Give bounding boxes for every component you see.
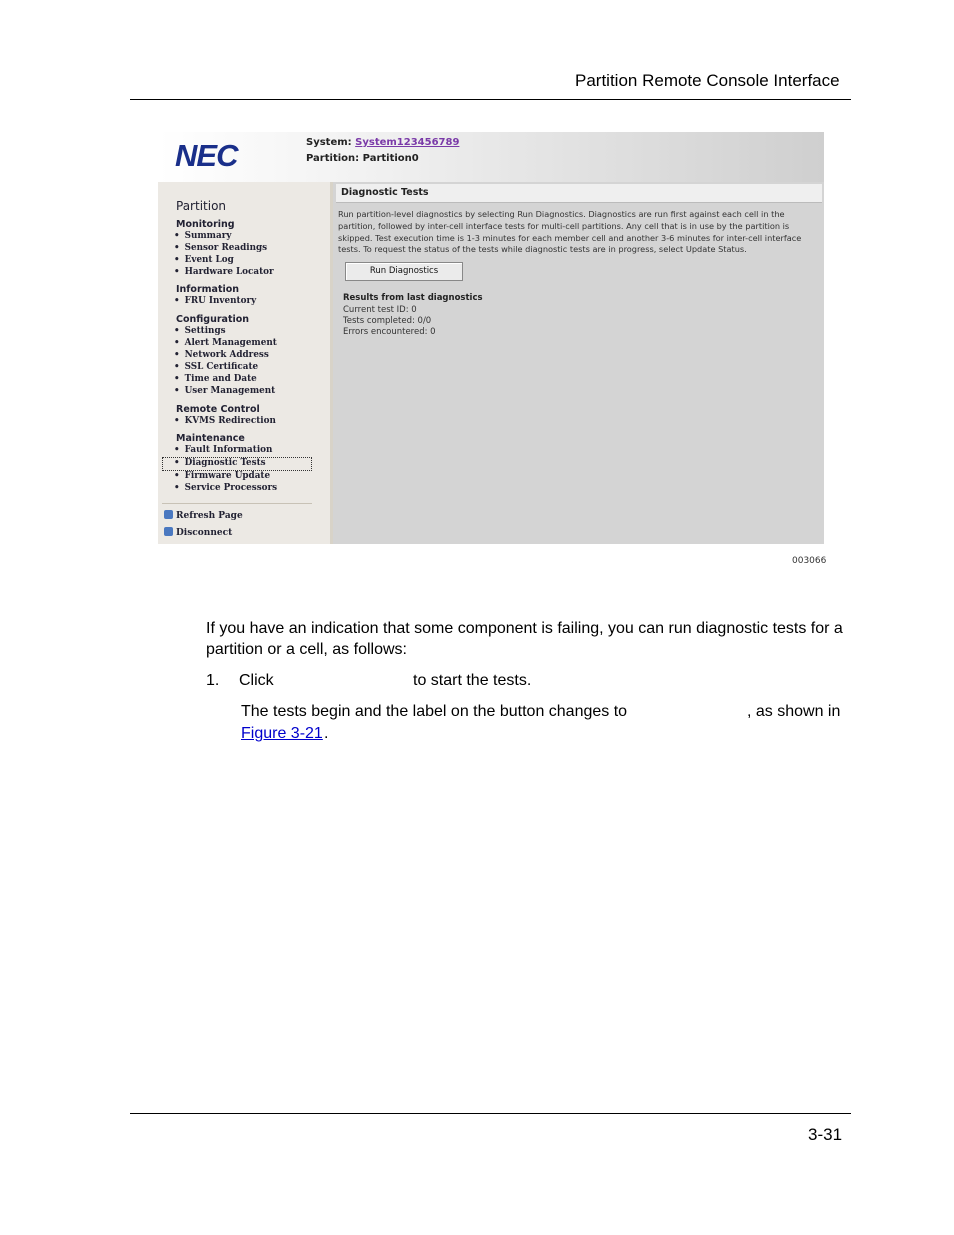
refresh-page-link[interactable] [164,510,243,521]
console-content [333,182,824,544]
nav-group-information: Information [176,284,240,295]
header-rule [130,99,851,100]
step-number: 1. [206,672,220,689]
run-diagnostics-button[interactable]: Run Diagnostics [345,262,463,281]
nav-item-user-management[interactable]: • User Management [174,386,275,396]
result-paragraph-end: , as shown in [747,703,841,720]
content-title: Diagnostic Tests [341,187,429,198]
sidebar-title: Partition [176,199,227,213]
nav-item-kvms-redirection[interactable]: • KVMS Redirection [174,416,276,426]
system-label: System: [306,137,352,148]
nav-item-alert-management[interactable]: • Alert Management [174,338,277,348]
result-paragraph-start: The tests begin and the label on the button changes to [241,703,628,720]
system-line [306,137,459,148]
running-header: Partition Remote Console Interface [575,71,840,90]
nav-item-diagnostic-tests[interactable]: • Diagnostic Tests [174,458,266,468]
step-click-text: Click [239,672,274,689]
figure-id: 003066 [792,556,827,566]
sidebar-divider [162,503,312,504]
footer-rule [130,1113,851,1114]
nav-item-time-and-date[interactable]: • Time and Date [174,374,257,384]
nav-group-configuration: Configuration [176,314,250,325]
step-rest-text: to start the tests. [413,672,532,689]
errors-encountered: Errors encountered: 0 [343,327,436,337]
nav-item-fru-inventory[interactable]: • FRU Inventory [174,296,256,306]
nec-logo: NEC [175,138,238,173]
console-header [158,132,824,182]
nav-item-network-address[interactable]: • Network Address [174,350,269,360]
figure-reference-period: . [324,725,329,742]
partition-name: Partition0 [362,153,419,164]
system-name-link[interactable]: System123456789 [355,137,460,148]
results-heading: Results from last diagnostics [343,293,483,303]
figure-screenshot [158,132,824,544]
nav-item-summary[interactable]: • Summary [174,231,231,241]
current-test-id: Current test ID: 0 [343,305,417,315]
nav-item-firmware-update[interactable]: • Firmware Update [174,471,270,481]
nav-group-monitoring: Monitoring [176,219,235,230]
refresh-icon [164,510,173,519]
disconnect-label: Disconnect [176,528,233,538]
disconnect-link[interactable] [164,527,232,538]
intro-paragraph: If you have an indication that some component is failing, you can run diagnostic tests for a partition or a cell, as follows: [206,620,843,658]
console-sidebar [158,182,333,544]
nav-item-ssl-certificate[interactable]: • SSL Certificate [174,362,258,372]
partition-label: Partition: [306,153,360,164]
nav-group-maintenance: Maintenance [176,433,245,444]
nav-item-service-processors[interactable]: • Service Processors [174,483,277,493]
nav-item-event-log[interactable]: • Event Log [174,255,234,265]
content-title-bar [336,184,822,203]
page-number: 3-31 [808,1125,843,1144]
nav-item-hardware-locator[interactable]: • Hardware Locator [174,267,274,277]
disconnect-icon [164,527,173,536]
partition-line [306,153,419,164]
nav-item-sensor-readings[interactable]: • Sensor Readings [174,243,267,253]
refresh-page-label: Refresh Page [176,511,243,521]
nav-group-remote-control: Remote Control [176,404,260,415]
content-description: Run partition-level diagnostics by selecting Run Diagnostics. Diagnostics are run first against each cell in the partition, followed by inter-cell interface tests for multi-cell partitions. Any cell that is in use by the partition is skipped. Test execution time is 1-3 minutes for each member cell and another 3-6 minutes for inter-cell interface tests. To request the status of the tests while diagnostic tests are in progress, select Update Status. [338,209,802,255]
tests-completed: Tests completed: 0/0 [343,316,432,326]
nav-item-fault-information[interactable]: • Fault Information [174,445,272,455]
figure-reference-link[interactable]: Figure 3-21 [241,725,323,742]
nav-item-settings[interactable]: • Settings [174,326,226,336]
